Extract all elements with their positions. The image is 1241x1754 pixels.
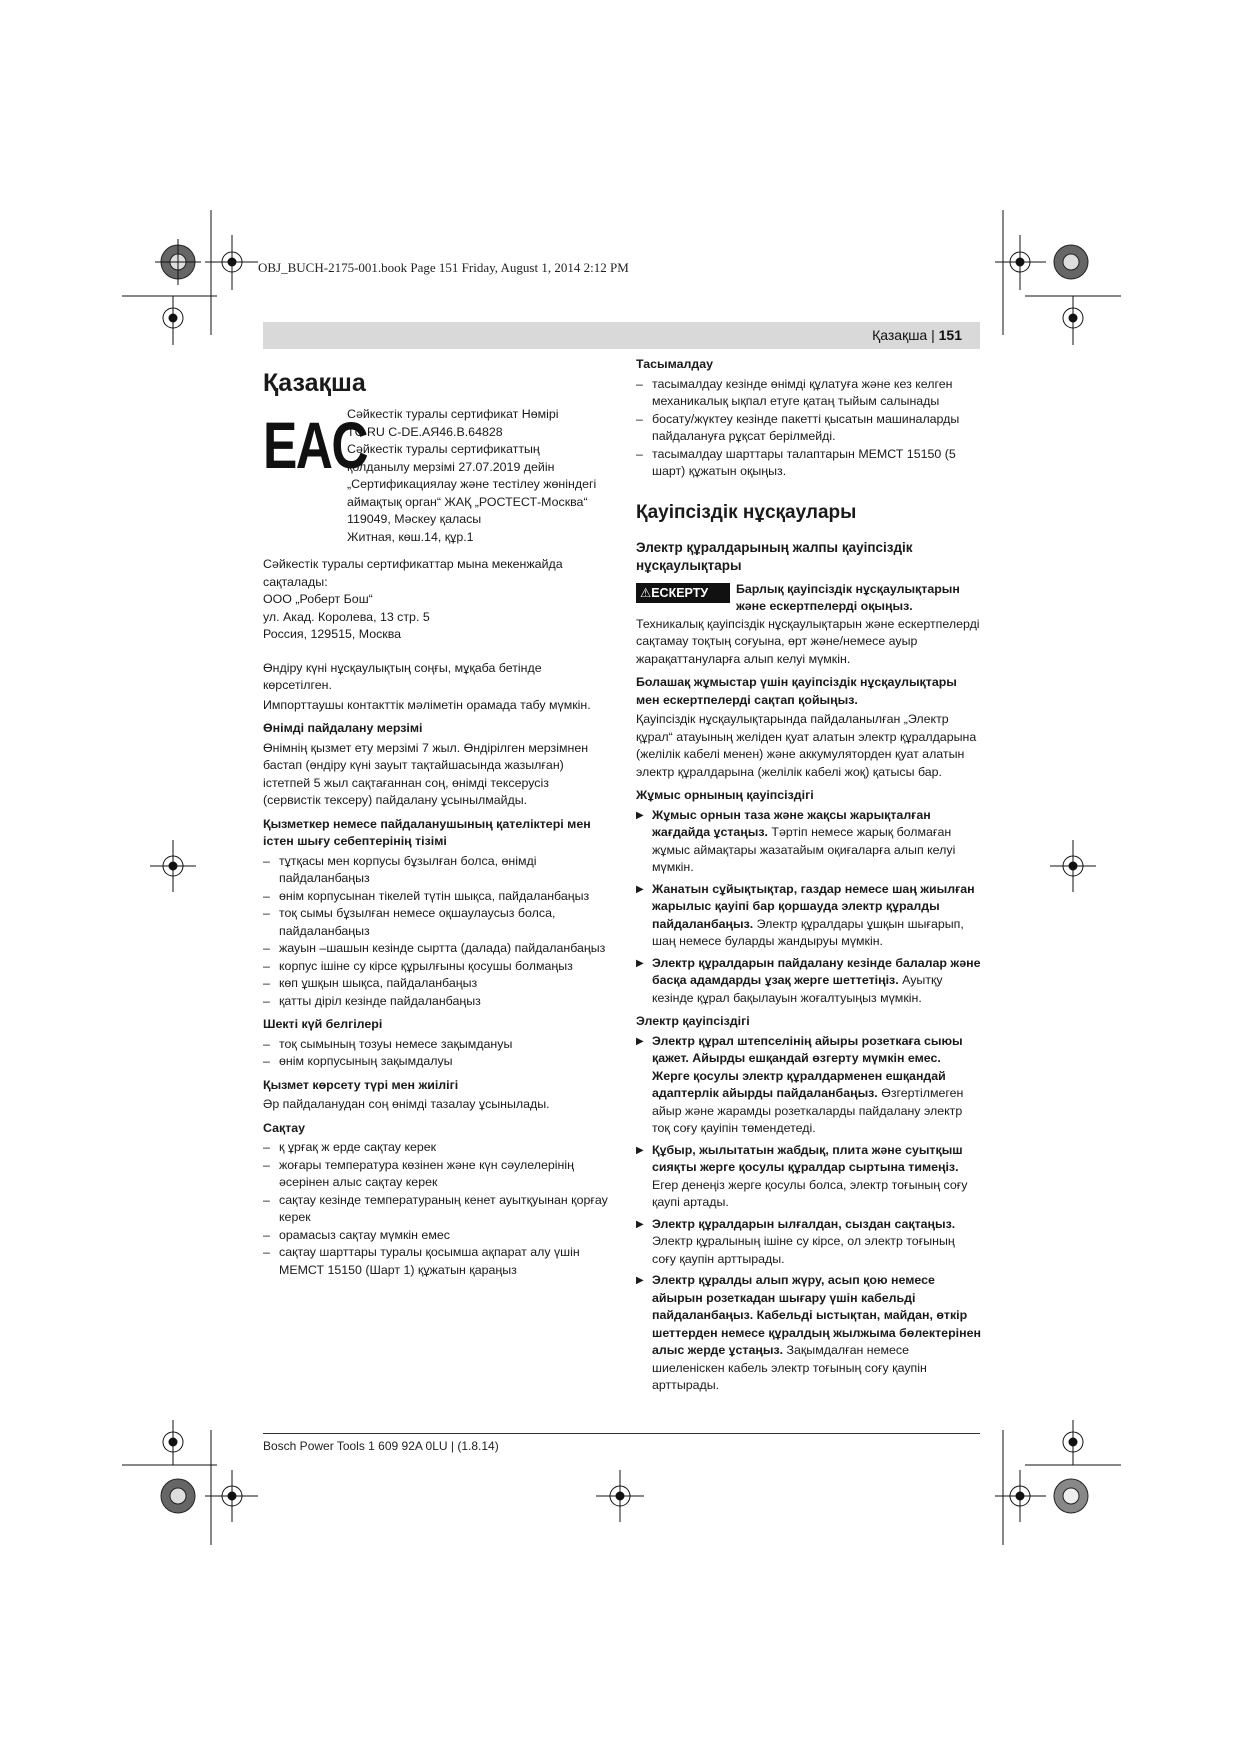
cert-line: Сәйкестік туралы сертификат Нөмірі <box>347 407 559 421</box>
storage-list <box>263 1139 608 1279</box>
transport-heading: Тасымалдау <box>636 357 714 371</box>
general-safety-heading: Электр құралдарының жалпы қауіпсіздік нұсқаулықтары <box>636 539 913 573</box>
header-label: Қазақша | 151 <box>872 327 962 343</box>
list-item: ▶ Құбыр, жылытатын жабдық, плита және суытқыш сияқты жерге қосулы құралдар сыртына тимеңіз. Егер денеңіз жерге қосулы болса, электр тоғының соғу қаупі артады. <box>636 1142 981 1212</box>
warning-badge: ⚠ЕСКЕРТУ <box>636 583 730 603</box>
workplace-safety-heading: Жұмыс орнының қауіпсіздігі <box>636 788 814 802</box>
address-block <box>263 556 608 644</box>
left-column <box>263 358 608 1283</box>
list-item: ▶ Жұмыс орнын таза және жақсы жарықталған жағдайда ұстаңыз. Тәртіп немесе жарық болмаған жұмыс аймақтары жазатайым оқиғаларға алып келуі мүмкін. <box>636 807 981 877</box>
list-item: – тұтқасы мен корпусы бұзылған болса, өнімді пайдаланбаңыз <box>263 853 608 888</box>
list-item: – тоқ сымының тозуы немесе зақымдануы <box>263 1036 608 1054</box>
list-item: – тоқ сымы бұзылған немесе оқшаулаусыз болса, пайдаланбаңыз <box>263 905 608 940</box>
right-column <box>636 356 981 1401</box>
cert-line: Житная, көш.14, құр.1 <box>347 529 474 544</box>
header-section: Қазақша <box>872 327 928 343</box>
transport-list <box>636 376 981 481</box>
storage-heading: Сақтау <box>263 1120 306 1135</box>
cert-line: 119049, Мәскеу қаласы <box>347 512 482 526</box>
limit-states-heading: Шекті күй белгілері <box>263 1017 383 1031</box>
limit-states-list <box>263 1036 608 1071</box>
list-item: ▶ Электр құралдарын ылғалдан, сыздан сақтаңыз. Электр құралының ішіне су кірсе, ол электр тоғының соғу қаупін арттырады. <box>636 1216 981 1269</box>
list-item: – қатты діріл кезінде пайдаланбаңыз <box>263 993 608 1011</box>
faults-list <box>263 853 608 1011</box>
page-title: Қазақша <box>263 369 366 397</box>
list-item: – өнім корпусының зақымдалуы <box>263 1053 608 1071</box>
service-text: Әр пайдаланудан соң өнімді тазалау ұсынылады. <box>263 1097 550 1111</box>
safety-title: Қауіпсіздік нұсқаулары <box>636 501 857 523</box>
workplace-safety-list <box>636 807 981 1008</box>
usage-period-text: Өнімнің қызмет ету мерзімі 7 жыл. Өндірілген мерзімнен бастап (өндіру күні зауыт тақтайшасында жазылған) істетпей 5 жыл сақтағаннан соң, өнімді тексерусіз (сервистік тексеру) пайдалану ұсынылмайды. <box>263 740 589 807</box>
list-item: – өнім корпусынан тікелей түтін шықса, пайдаланбаңыз <box>263 888 608 906</box>
address-line: ул. Акад. Королева, 13 стр. 5 <box>263 609 430 624</box>
book-info: OBJ_BUCH-2175-001.book Page 151 Friday, August 1, 2014 2:12 PM <box>258 260 629 275</box>
list-item: – жауын –шашын кезінде сыртта (далада) пайдаланбаңыз <box>263 940 608 958</box>
certificate-block <box>263 406 608 556</box>
cert-line: аймақтық орган“ ЖАҚ „РОСТЕСТ-Москва“ <box>347 494 588 509</box>
list-item: – орамасыз сақтау мүмкін емес <box>263 1227 608 1245</box>
list-item: ▶ Электр құралды алып жүру, асып қою немесе айырын розеткадан шығару үшін кабельді пайдаланбаңыз. Кабельді ыстықтан, майдан, өткір шеттерден немесе құралдың жылжыма бөлектерінен алыс жерде ұстаңыз. Зақымдалған немесе шиеленіскен кабель электр тоғының соғу қаупін арттырады. <box>636 1272 981 1395</box>
warning-block <box>636 581 981 616</box>
address-line: Сәйкестік туралы сертификаттар мына мекенжайда сақталады: <box>263 557 563 589</box>
list-item: – корпус ішіне су кірсе құрылғыны қосушы болмаңыз <box>263 958 608 976</box>
importer-note: Импорттаушы контакттік мәліметін орамада табу мүмкін. <box>263 697 591 712</box>
list-item: – қ ұрғақ ж ерде сақтау керек <box>263 1139 608 1157</box>
cert-line: Сәйкестік туралы сертификаттың <box>347 442 540 456</box>
page-number: 151 <box>938 327 962 343</box>
cert-line: „Сертификациялау және тестілеу жөніндегі <box>347 477 597 491</box>
electrical-safety-heading: Электр қауіпсіздігі <box>636 1014 750 1028</box>
list-item: – сақтау шарттары туралы қосымша ақпарат алу үшін МЕМСТ 15150 (Шарт 1) құжатын қараңыз <box>263 1244 608 1279</box>
list-item: – жоғары температура көзінен және күн сәулелерінің әсерінен алыс сақтау керек <box>263 1157 608 1192</box>
list-item: ▶ Электр құрал штепселінің айыры розеткаға сыюы қажет. Айырды ешқандай өзгерту мүмкін емес. Жерге қосулы электр құралдарменен ешқандай адаптерлік айырды пайдаланбаңыз. Өзгертілмеген айыр және жарамды розеткаларды пайдалану электр тоқ соғу қауіпін төмендетеді. <box>636 1033 981 1138</box>
address-line: Россия, 129515, Москва <box>263 627 402 641</box>
footer-rule <box>263 1433 980 1434</box>
eac-logo: EAC <box>263 408 368 482</box>
usage-period-heading: Өнімді пайдалану мерзімі <box>263 721 423 735</box>
faults-heading: Қызметкер немесе пайдаланушының қателіктері мен істен шығу себептерінің тізімі <box>263 816 591 848</box>
list-item: ▶ Жанатын сұйықтықтар, газдар немесе шаң жиылған жарылыс қауіпі бар қоршауда электр құралды пайдаланбаңыз. Электр құралдары ұшқын шығарып, шаң немесе буларды жандыруы мүмкін. <box>636 881 981 951</box>
address-line: ООО „Роберт Бош“ <box>263 592 373 606</box>
list-item: – сақтау кезінде температураның кенет ауытқуынан қорғау керек <box>263 1192 608 1227</box>
list-item: – тасымалдау шарттары талаптарын МЕМСТ 15150 (5 шарт) құжатын оқыңыз. <box>636 446 981 481</box>
electrical-safety-list <box>636 1033 981 1395</box>
list-item: – тасымалдау кезінде өнімді құлатуға және кез келген механикалық ықпал етуге қатаң тыйым салынады <box>636 376 981 411</box>
list-item: – босату/жүктеу кезінде пакетті қысатын машиналарды пайдалануға рұқсат берілмейді. <box>636 411 981 446</box>
production-date-note: Өндіру күні нұсқаулықтың соңғы, мұқаба бетінде көрсетілген. <box>263 660 542 692</box>
certificate-text <box>347 406 608 546</box>
cert-line: қолданылу мерзімі 27.07.2019 дейін <box>347 459 555 474</box>
keep-instructions-text: Қауіпсіздік нұсқаулықтарында пайдаланылған „Электр құрал“ атауының желіден қуат алатын электр құралдарына (желілік кабелі менен) және аккумуляторден қуат алатын электр құралдарына (желілік кабелі жоқ) қатысы бар. <box>636 712 977 779</box>
keep-instructions-heading: Болашақ жұмыстар үшін қауіпсіздік нұсқаулықтары мен ескертпелерді сақтап қойыңыз. <box>636 675 957 707</box>
page-header <box>263 322 980 349</box>
warning-explanation: Техникалық қауіпсіздік нұсқаулықтарын және ескертпелерді сақтамау тоқтың соғуына, өрт және/немесе ауыр жарақаттануларға алып келуі мүмкін. <box>636 616 980 666</box>
warning-text: Барлық қауіпсіздік нұсқаулықтарын және ескертпелерді оқыңыз. <box>736 581 960 613</box>
list-item: – көп ұшқын шықса, пайдаланбаңыз <box>263 975 608 993</box>
page-footer: Bosch Power Tools 1 609 92A 0LU | (1.8.14) <box>263 1439 499 1453</box>
cert-line: TC RU C-DE.AЯ46.B.64828 <box>347 424 503 439</box>
list-item: ▶ Электр құралдарын пайдалану кезінде балалар және басқа адамдарды ұзақ жерге шеттетіңіз. Ауытқу кезінде құрал бақылауын жоғалтуыңыз мүмкін. <box>636 955 981 1008</box>
service-heading: Қызмет көрсету түрі мен жиілігі <box>263 1077 459 1092</box>
